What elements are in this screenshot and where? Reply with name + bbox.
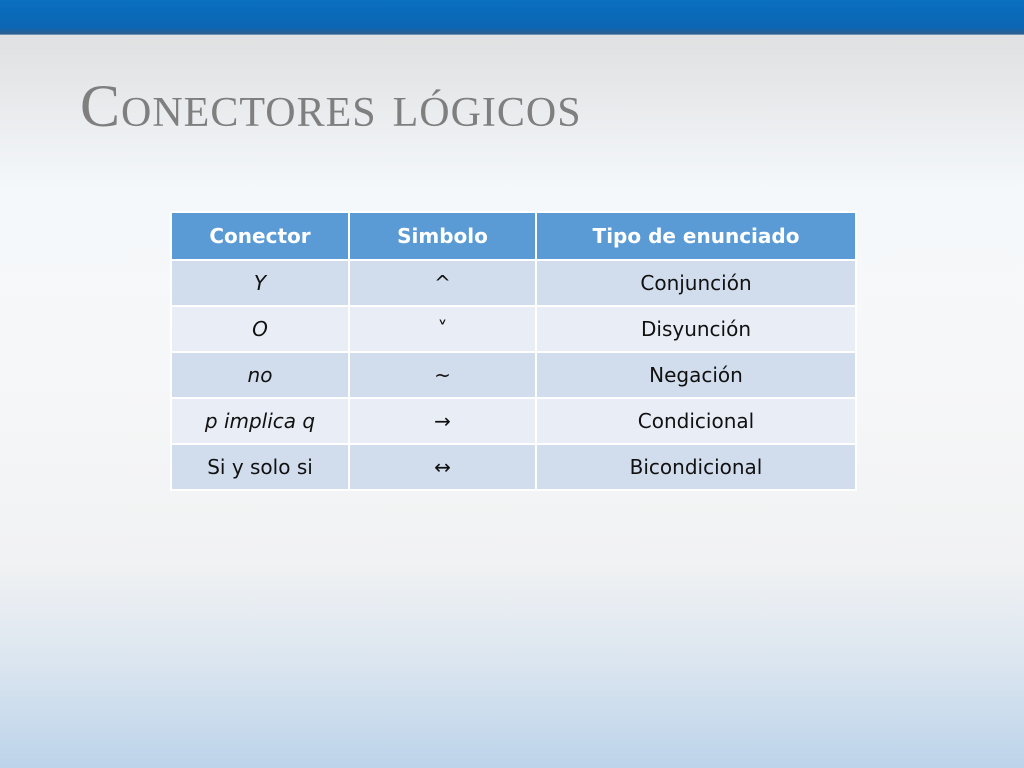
- cell-tipo: Bicondicional: [536, 444, 856, 490]
- cell-tipo: Negación: [536, 352, 856, 398]
- table-header-row: [171, 212, 856, 260]
- cell-conector: no: [171, 352, 349, 398]
- header-tipo: Tipo de enunciado: [536, 212, 856, 260]
- cell-conector: Si y solo si: [171, 444, 349, 490]
- table-row: [171, 260, 856, 306]
- cell-tipo: Conjunción: [536, 260, 856, 306]
- cell-conector: Y: [171, 260, 349, 306]
- table-row: [171, 444, 856, 490]
- header-simbolo: Simbolo: [349, 212, 536, 260]
- connectors-table-container: [170, 211, 855, 491]
- connectors-table: [170, 211, 857, 491]
- slide-title: Conectores lógicos: [80, 73, 582, 139]
- cell-conector: O: [171, 306, 349, 352]
- cell-simbolo: ˅: [349, 306, 536, 352]
- header-conector: Conector: [171, 212, 349, 260]
- cell-tipo: Condicional: [536, 398, 856, 444]
- cell-simbolo: →: [349, 398, 536, 444]
- table-row: [171, 352, 856, 398]
- top-banner: [0, 0, 1024, 35]
- table-row: [171, 398, 856, 444]
- cell-simbolo: ^: [349, 260, 536, 306]
- cell-simbolo: ↔: [349, 444, 536, 490]
- cell-conector: p implica q: [171, 398, 349, 444]
- cell-tipo: Disyunción: [536, 306, 856, 352]
- cell-simbolo: ~: [349, 352, 536, 398]
- table-row: [171, 306, 856, 352]
